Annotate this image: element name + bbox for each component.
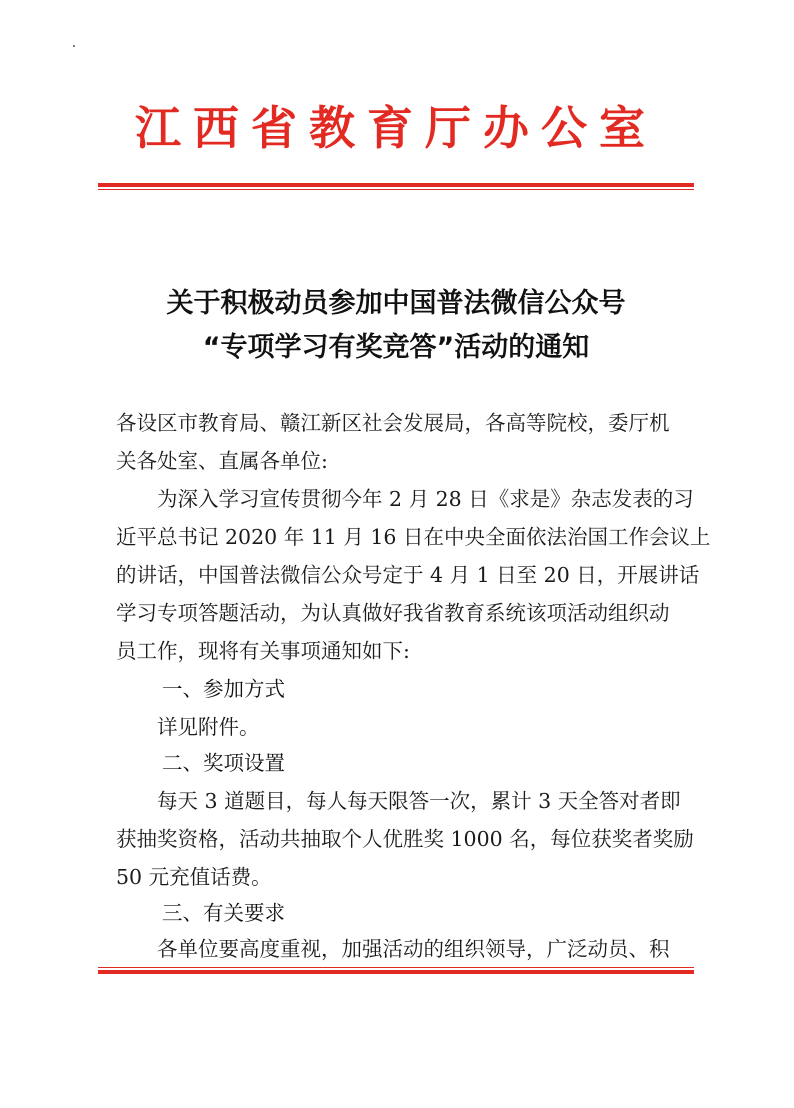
- section-1-heading: 一、参加方式: [162, 677, 285, 701]
- section-3-line-1: 各单位要高度重视，加强活动的组织领导，广泛动员、积: [116, 937, 670, 961]
- scan-speck: [73, 45, 75, 47]
- footer-rule-thin: [98, 967, 694, 968]
- masthead-rule-thin: [98, 189, 694, 190]
- section-2-line-3: 50 元充值话费。: [116, 865, 272, 889]
- masthead-rule-thick: [98, 183, 694, 187]
- intro-line-5: 员工作，现将有关事项通知如下:: [116, 639, 410, 663]
- document-title-line-2: “专项学习有奖竞答”活动的通知: [202, 332, 590, 363]
- intro-line-3: 的讲话，中国普法微信公众号定于 4 月 1 日至 20 日，开展讲话: [116, 563, 700, 587]
- section-2-line-2: 获抽奖资格，活动共抽取个人优胜奖 1000 名，每位获奖者奖励: [116, 827, 694, 851]
- section-2-line-1: 每天 3 道题目，每人每天限答一次，累计 3 天全答对者即: [116, 789, 681, 813]
- section-2-heading: 二、奖项设置: [162, 751, 285, 775]
- recipients-line-2: 关各处室、直属各单位:: [116, 449, 328, 473]
- masthead-title: 江西省教育厅办公室: [135, 101, 657, 155]
- section-3-heading: 三、有关要求: [162, 901, 285, 925]
- section-1-text: 详见附件。: [116, 715, 260, 739]
- document-title-line-1: 关于积极动员参加中国普法微信公众号: [166, 288, 626, 319]
- footer-rule-thick: [98, 970, 694, 974]
- intro-line-2: 近平总书记 2020 年 11 月 16 日在中央全面依法治国工作会议上: [116, 525, 711, 549]
- recipients-line-1: 各设区市教育局、赣江新区社会发展局，各高等院校，委厅机: [116, 411, 670, 435]
- intro-line-4: 学习专项答题活动，为认真做好我省教育系统该项活动组织动: [116, 601, 670, 625]
- intro-line-1: 为深入学习宣传贯彻今年 2 月 28 日《求是》杂志发表的习: [116, 487, 694, 511]
